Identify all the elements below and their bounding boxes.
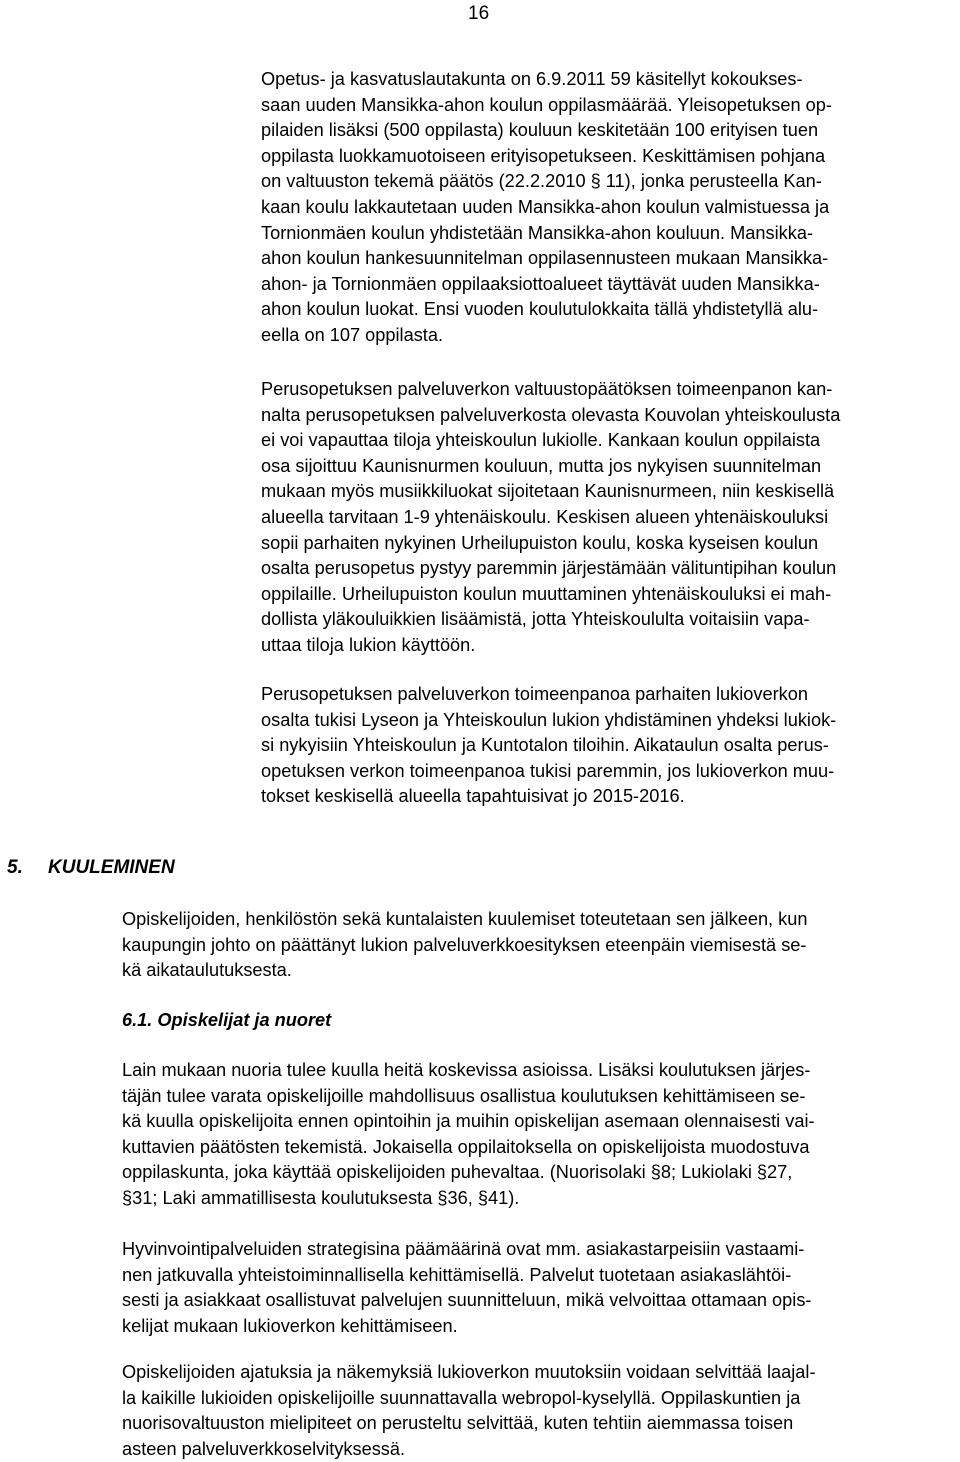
text-line: eella on 107 oppilasta. (261, 324, 444, 345)
text-line: kaan koulu lakkautetaan uuden Mansikka-ahon koulun valmistuessa ja (261, 196, 830, 217)
paragraph-opetuslautakunta (261, 67, 832, 349)
text-line: tokset keskisellä alueella tapahtuisivat jo 2015-2016. (261, 786, 685, 807)
text-line: sopii parhaiten nykyinen Urheilupuiston koulu, koska kyseisen koulun (261, 532, 819, 553)
paragraph-webropol (122, 1360, 816, 1462)
text-line: Tornionmäen koulun yhdistetään Mansikka-ahon kouluun. Mansikka- (261, 222, 813, 243)
text-line: si nykyisiin Yhteiskoulun ja Kuntotalon tiloihin. Aikataulun osalta perus- (261, 735, 829, 756)
section-title: KUULEMINEN (48, 857, 175, 878)
text-line: ahon- ja Tornionmäen oppilaaksiottoalueet täyttävät uuden Mansikka- (261, 273, 820, 294)
text-line: ahon koulun luokat. Ensi vuoden koulutulokkaita tällä yhdistetyllä alu- (261, 299, 819, 320)
text-line: oppilasta luokkamuotoiseen erityisopetukseen. Keskittämisen pohjana (261, 145, 826, 166)
text-line: on valtuuston tekemä päätös (22.2.2010 § 11), jonka perusteella Kan- (261, 171, 822, 192)
paragraph-lain-mukaan (122, 1058, 815, 1212)
text-line: Lain mukaan nuoria tulee kuulla heitä koskevissa asioissa. Lisäksi koulutuksen järjes- (122, 1060, 811, 1080)
text-line: uttaa tiloja lukion käyttöön. (261, 634, 476, 655)
text-line: Opetus- ja kasvatuslautakunta on 6.9.2011 59 käsitellyt kokoukses- (261, 69, 803, 89)
text-line: dollista yläkouluikkien lisäämistä, jotta Yhteiskoululta voitaisiin vapa- (261, 609, 810, 630)
text-line: kä aikataulutuksesta. (122, 960, 292, 981)
text-line: Perusopetuksen palveluverkon valtuustopäätöksen toimeenpanon kan- (261, 379, 833, 399)
section-number: 5. (7, 857, 23, 878)
text-line: osalta tukisi Lyseon ja Yhteiskoulun lukion yhdistäminen yhdeksi lukiok- (261, 709, 837, 730)
section-heading-kuuleminen (7, 855, 175, 881)
text-line: ei voi vapauttaa tiloja yhteiskoulun lukiolle. Kankaan koulun oppilaista (261, 430, 821, 451)
paragraph-lukioverkko (261, 682, 836, 810)
text-line: asteen palveluverkkoselvityksessä. (122, 1438, 406, 1459)
text-line: täjän tulee varata opiskelijoille mahdollisuus osallistua koulutuksen kehittämiseen se- (122, 1085, 806, 1106)
text-line: opetuksen verkon toimeenpanoa tukisi paremmin, jos lukioverkon muu- (261, 760, 835, 781)
text-line: mukaan myös musiikkiluokat sijoitetaan Kaunisnurmeen, niin keskisellä (261, 481, 835, 502)
paragraph-hyvinvointipalvelut (122, 1237, 811, 1339)
text-line: §31; Laki ammatillisesta koulutuksesta §36, §41). (122, 1187, 520, 1208)
text-line: kelijat mukaan lukioverkon kehittämiseen. (122, 1315, 458, 1336)
text-line: ahon koulun hankesuunnitelman oppilasennusteen mukaan Mansikka- (261, 248, 829, 269)
paragraph-kuulemiset (122, 907, 808, 984)
text-line: kä kuulla opiskelijoita ennen opintoihin ja muihin opiskelijan asemaan olennaisesti vai- (122, 1111, 815, 1132)
text-line: oppilaskunta, joka käyttää opiskelijoiden puhevaltaa. (Nuorisolaki §8; Lukiolaki §27, (122, 1162, 793, 1183)
page-number: 16 (468, 3, 490, 24)
text-line: Opiskelijoiden, henkilöstön sekä kuntalaisten kuulemiset toteutetaan sen jälkeen, kun (122, 909, 808, 929)
text-line: alueella tarvitaan 1-9 yhtenäiskoulu. Keskisen alueen yhtenäiskouluksi (261, 506, 829, 527)
text-line: kuttavien päätösten tekemistä. Jokaisella oppilaitoksella on opiskelijoista muodostuva (122, 1136, 810, 1157)
text-line: Opiskelijoiden ajatuksia ja näkemyksiä lukioverkon muutoksiin voidaan selvittää laajal- (122, 1362, 816, 1382)
text-line: oppilaille. Urheilupuiston koulun muuttaminen yhtenäiskouluksi ei mah- (261, 583, 832, 604)
text-line: saan uuden Mansikka-ahon koulun oppilasmäärää. Yleisopetuksen op- (261, 94, 832, 115)
text-line: kaupungin johto on päättänyt lukion palveluverkkoesityksen eteenpäin viemisestä se- (122, 934, 807, 955)
text-line: Hyvinvointipalveluiden strategisina päämäärinä ovat mm. asiakastarpeisiin vastaami- (122, 1239, 805, 1259)
text-line: nen jatkuvalla yhteistoiminnallisella kehittämisellä. Palvelut tuotetaan asiakaslähtöi- (122, 1264, 792, 1285)
text-line: osalta perusopetus pystyy paremmin järjestämään välituntipihan koulun (261, 558, 837, 579)
text-line: pilaiden lisäksi (500 oppilasta) kouluun keskitetään 100 erityisen tuen (261, 120, 819, 141)
subsection-heading-opiskelijat: 6.1. Opiskelijat ja nuoret (122, 1010, 332, 1030)
text-line: sesti ja asiakkaat osallistuvat palvelujen suunnitteluun, mikä velvoittaa ottamaan opis- (122, 1290, 812, 1311)
text-line: osa sijoittuu Kaunisnurmen kouluun, mutta jos nykyisen suunnitelman (261, 455, 822, 476)
text-line: Perusopetuksen palveluverkon toimeenpanoa parhaiten lukioverkon (261, 684, 808, 704)
paragraph-perusopetus-valtuusto (261, 377, 840, 659)
text-line: la kaikille lukioiden opiskelijoille suunnattavalla webropol-kyselyllä. Oppilaskuntien ja (122, 1387, 801, 1408)
text-line: nalta perusopetuksen palveluverkosta olevasta Kouvolan yhteiskoulusta (261, 404, 841, 425)
text-line: nuorisovaltuuston mielipiteet on perusteltu selvittää, kuten tehtiin aiemmassa toisen (122, 1413, 794, 1434)
